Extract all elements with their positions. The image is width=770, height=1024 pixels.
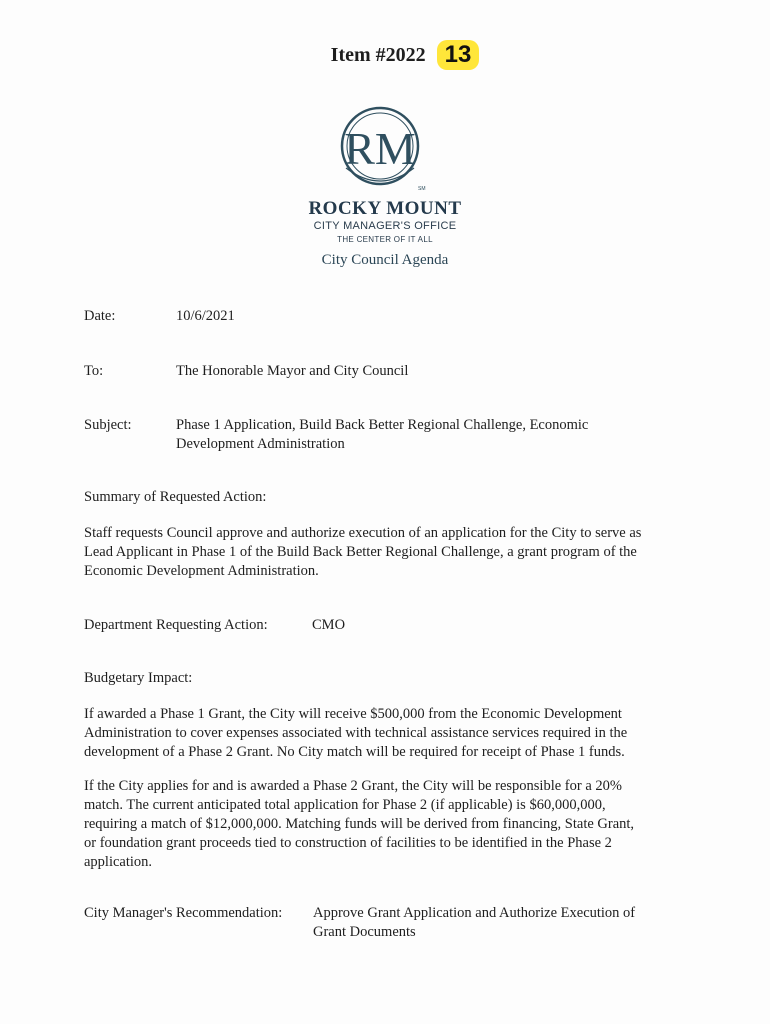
summary-line: Economic Development Administration. (84, 563, 319, 579)
budget-line: If the City applies for and is awarded a Phase 2 Grant, the City will be responsible for a 20% (84, 778, 622, 794)
budget-line: If awarded a Phase 1 Grant, the City will receive $500,000 from the Economic Development (84, 706, 622, 722)
summary-line: Lead Applicant in Phase 1 of the Build Back Better Regional Challenge, a grant program of the (84, 544, 637, 560)
department-value: CMO (312, 617, 346, 633)
recommendation-value: Grant Documents (313, 924, 416, 940)
logo-service-mark: SM (418, 186, 426, 192)
summary-heading: Summary of Requested Action: (84, 489, 267, 505)
item-number-badge: 13 (437, 40, 480, 70)
recommendation-label: City Manager's Recommendation: (84, 905, 283, 921)
item-heading (0, 40, 770, 70)
budget-line: or foundation grant proceeds tied to construction of facilities to be identified in the Phase 2 (84, 835, 612, 851)
summary-line: Staff requests Council approve and authorize execution of an application for the City to serve as (84, 525, 642, 541)
budget-line: application. (84, 854, 153, 870)
city-logo-icon (330, 98, 430, 198)
budget-line: development of a Phase 2 Grant. No City match will be required for receipt of Phase 1 funds. (84, 744, 625, 760)
recommendation-value: Approve Grant Application and Authorize Execution of (313, 905, 636, 921)
department-label: Department Requesting Action: (84, 617, 268, 633)
organization-name: ROCKY MOUNT (308, 198, 462, 219)
subject-label: Subject: (84, 417, 132, 433)
budget-line: match. The current anticipated total application for Phase 2 (if applicable) is $60,000,000, (84, 797, 606, 813)
logo-monogram: RM (344, 123, 416, 174)
budget-line: requiring a match of $12,000,000. Matching funds will be derived from financing, State Grant, (84, 816, 635, 832)
date-value: 10/6/2021 (176, 308, 235, 324)
to-value: The Honorable Mayor and City Council (176, 363, 409, 379)
subject-line: Phase 1 Application, Build Back Better Regional Challenge, Economic (176, 417, 589, 433)
budget-line: Administration to cover expenses associated with technical assistance services required in the (84, 725, 628, 741)
subject-line: Development Administration (176, 436, 345, 452)
to-label: To: (84, 363, 104, 379)
date-label: Date: (84, 308, 116, 324)
organization-office: CITY MANAGER'S OFFICE (313, 220, 457, 232)
budget-heading: Budgetary Impact: (84, 670, 193, 686)
item-label: Item #2022 (330, 43, 426, 66)
organization-tagline: THE CENTER OF IT ALL (337, 235, 433, 244)
document-type: City Council Agenda (321, 252, 449, 268)
